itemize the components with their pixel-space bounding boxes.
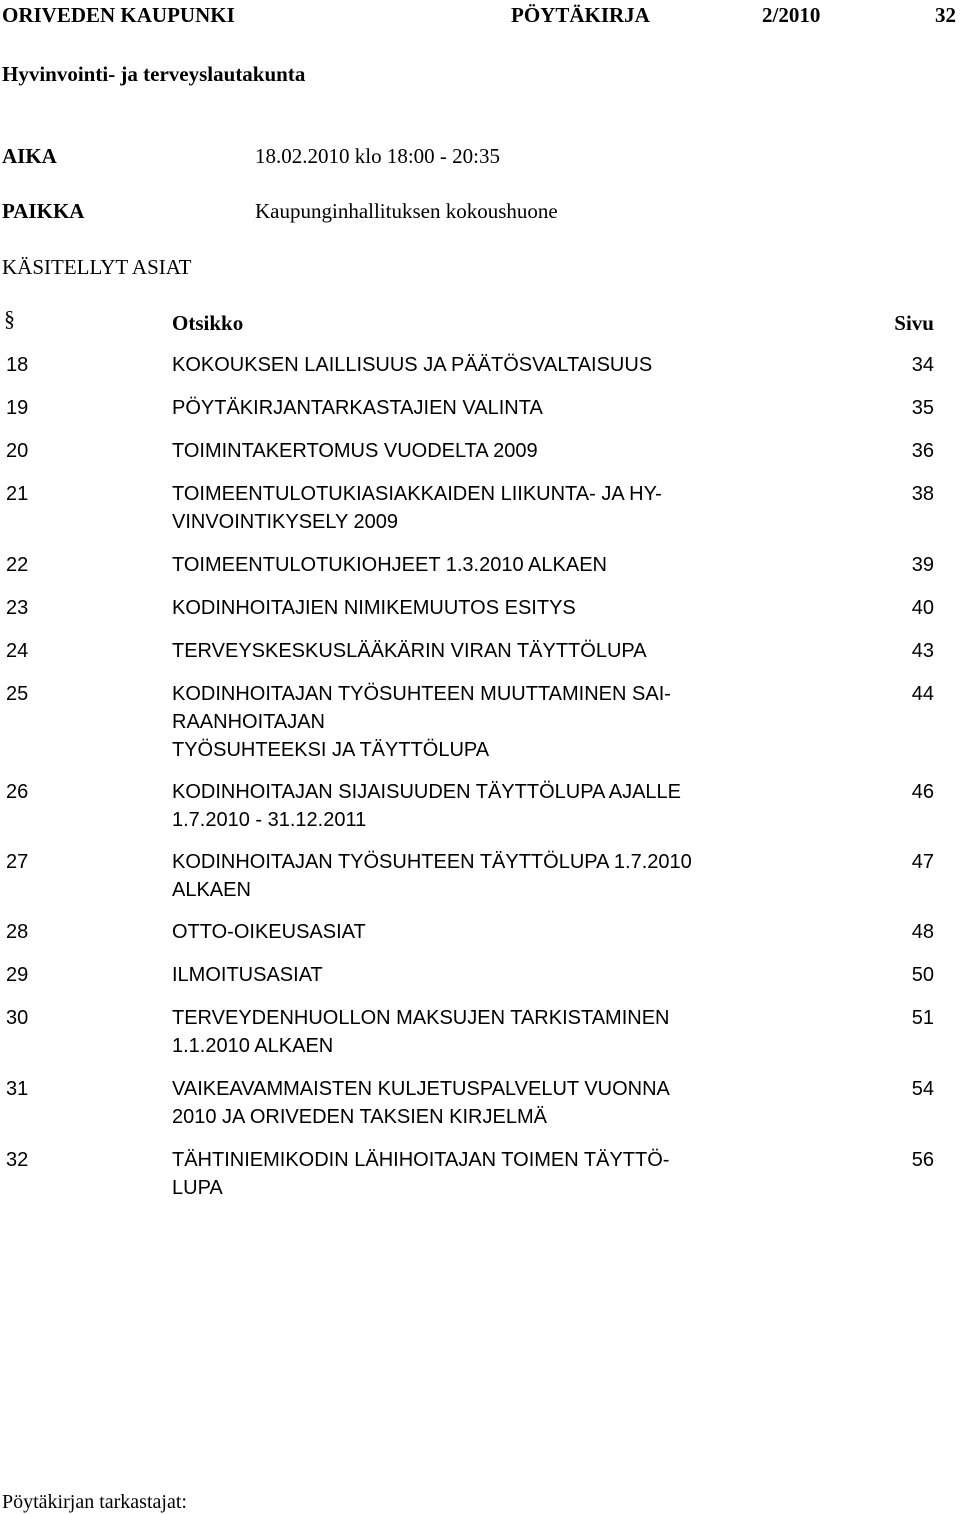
row-page: 46 [911,781,934,803]
row-number: 29 [6,964,29,986]
row-title [172,1075,772,1131]
row-title-line: KOKOUKSEN LAILLISUUS JA PÄÄTÖSVALTAISUUS [172,354,653,376]
row-title [172,1004,772,1060]
row-page: 56 [911,1149,934,1171]
row-title-line: TERVEYDENHUOLLON MAKSUJEN TARKISTAMINEN [172,1007,670,1029]
row-number: 23 [6,597,29,619]
column-header-title: Otsikko [172,311,244,335]
row-page: 36 [911,440,934,462]
row-title-line: RAANHOITAJAN [172,711,325,733]
row-title-line: TYÖSUHTEEKSI JA TÄYTTÖLUPA [172,739,490,761]
row-title [172,918,772,946]
row-number: 27 [6,851,29,873]
committee-name: Hyvinvointi- ja terveyslautakunta [2,62,306,86]
row-title [172,480,772,536]
row-title-line: ALKAEN [172,879,251,901]
time-label: AIKA [2,144,57,168]
row-number: 25 [6,683,29,705]
row-page: 48 [911,921,934,943]
row-title [172,848,772,904]
row-title [172,594,772,622]
footer-reviewers-label: Pöytäkirjan tarkastajat: [2,1491,187,1513]
row-number: 20 [6,440,29,462]
row-number: 30 [6,1007,29,1029]
time-value: 18.02.2010 klo 18:00 - 20:35 [255,144,500,168]
row-title [172,351,772,379]
column-header-page: Sivu [894,311,934,335]
row-page: 44 [911,683,934,705]
row-number: 32 [6,1149,29,1171]
row-number: 31 [6,1078,29,1100]
row-title-line: KODINHOITAJAN SIJAISUUDEN TÄYTTÖLUPA AJALLE [172,781,682,803]
row-page: 43 [911,640,934,662]
row-number: 24 [6,640,29,662]
row-title-line: TOIMINTAKERTOMUS VUODELTA 2009 [172,440,538,462]
document-type: PÖYTÄKIRJA [511,3,650,27]
row-title-line: TÄHTINIEMIKODIN LÄHIHOITAJAN TOIMEN TÄYTTÖ- [172,1149,670,1171]
row-title [172,437,772,465]
row-title [172,394,772,422]
paragraph-mark: § [4,306,15,331]
row-number: 26 [6,781,29,803]
row-title-line: LUPA [172,1177,223,1199]
row-title [172,680,772,764]
row-title-line: TOIMEENTULOTUKIOHJEET 1.3.2010 ALKAEN [172,554,607,576]
row-title [172,778,772,834]
row-title [172,961,772,989]
row-page: 35 [911,397,934,419]
place-value: Kaupunginhallituksen kokoushuone [255,199,558,223]
row-title-line: TERVEYSKESKUSLÄÄKÄRIN VIRAN TÄYTTÖLUPA [172,640,647,662]
row-title-line: OTTO-OIKEUSASIAT [172,921,366,943]
row-page: 34 [911,354,934,376]
row-number: 28 [6,921,29,943]
row-title-line: ILMOITUSASIAT [172,964,323,986]
row-page: 38 [911,483,934,505]
row-number: 22 [6,554,29,576]
row-title [172,637,772,665]
row-title-line: 1.1.2010 ALKAEN [172,1035,334,1057]
row-page: 54 [911,1078,934,1100]
row-number: 21 [6,483,29,505]
row-page: 39 [911,554,934,576]
row-page: 47 [911,851,934,873]
row-title-line: VAIKEAVAMMAISTEN KULJETUSPALVELUT VUONNA [172,1078,670,1100]
row-page: 40 [911,597,934,619]
row-page: 51 [911,1007,934,1029]
document-number: 2/2010 [762,3,821,27]
row-title-line: KODINHOITAJAN TYÖSUHTEEN TÄYTTÖLUPA 1.7.2010 [172,851,692,873]
row-page: 50 [911,964,934,986]
row-number: 19 [6,397,29,419]
section-title: KÄSITELLYT ASIAT [2,255,192,279]
row-title-line: KODINHOITAJAN TYÖSUHTEEN MUUTTAMINEN SAI- [172,683,671,705]
row-number: 18 [6,354,29,376]
row-title-line: 1.7.2010 - 31.12.2011 [172,809,367,831]
row-title-line: VINVOINTIKYSELY 2009 [172,511,399,533]
row-title-line: KODINHOITAJIEN NIMIKEMUUTOS ESITYS [172,597,576,619]
row-title [172,1146,772,1202]
row-title-line: PÖYTÄKIRJANTARKASTAJIEN VALINTA [172,397,543,419]
place-label: PAIKKA [2,199,85,223]
row-title-line: 2010 JA ORIVEDEN TAKSIEN KIRJELMÄ [172,1106,547,1128]
row-title [172,551,772,579]
municipality-name: ORIVEDEN KAUPUNKI [2,3,235,27]
row-title-line: TOIMEENTULOTUKIASIAKKAIDEN LIIKUNTA- JA HY- [172,483,662,505]
page-number: 32 [935,3,956,27]
